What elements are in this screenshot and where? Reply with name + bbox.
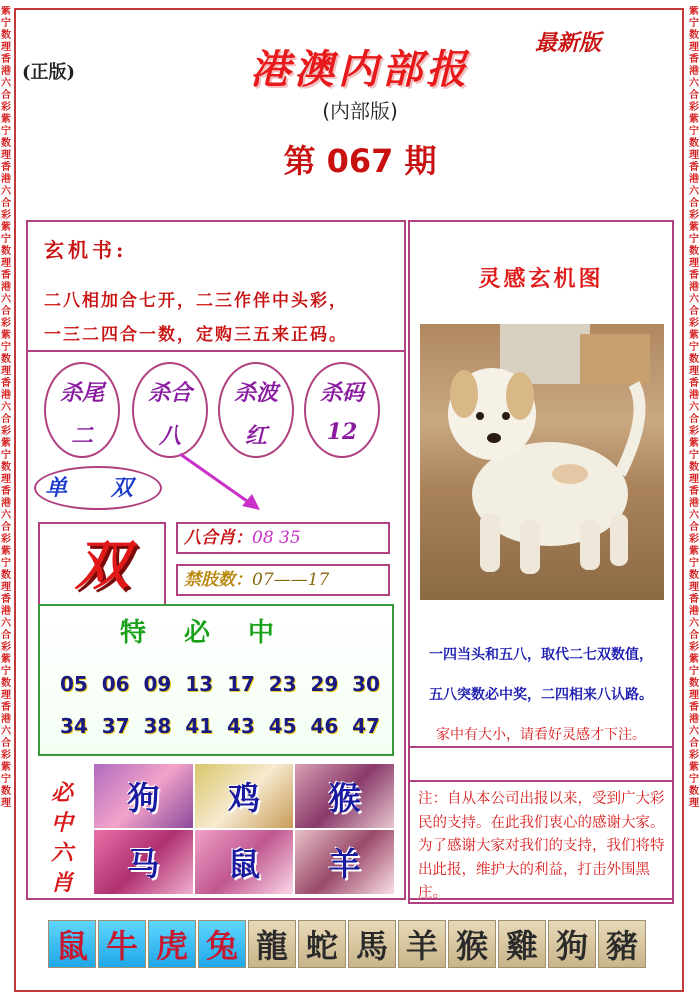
- notice-box: 注：自从本公司出报以来，受到广大彩民的支持。在此我们衷心的感谢大家。为了感谢大家对我们的支持，我们将特出此报，维护大的利益，打击外围黑庄。: [408, 780, 674, 904]
- zodiac-tile: 狗: [548, 920, 596, 968]
- danshuang-oval: 单 双: [34, 466, 162, 510]
- number: 34: [60, 714, 88, 738]
- number: 06: [101, 672, 130, 696]
- jinma-value: 07——17: [252, 570, 330, 590]
- linggan-title: 灵感玄机图: [478, 266, 604, 292]
- zodiac-bar: [48, 920, 648, 968]
- riddle-line-2: 五八突数必中奖，二四相来八认路。: [429, 687, 653, 703]
- liuhe-value: 08 35: [252, 528, 301, 548]
- number: 17: [226, 672, 255, 696]
- bizhong-char: 六: [50, 840, 73, 866]
- oval-label: 杀码: [319, 380, 364, 406]
- dog-photo: [420, 324, 664, 600]
- home-note: 家中有大小，请看好灵感才下注。: [436, 727, 646, 743]
- dog-illustration: [420, 324, 664, 600]
- number-row-1: [60, 672, 380, 696]
- number: 30: [352, 672, 380, 696]
- liuhe-box: [176, 522, 390, 554]
- xuanji-title: 玄机书:: [44, 238, 128, 262]
- official-label: (正版): [22, 62, 76, 83]
- arrow-icon: [170, 448, 270, 518]
- bizhong-char: 必: [50, 780, 73, 806]
- zodiac-tile: 馬: [348, 920, 396, 968]
- number: 13: [185, 672, 214, 696]
- zodiac-tile: 虎: [148, 920, 196, 968]
- zodiac-cell: 鼠: [195, 830, 294, 894]
- shuang-box: [38, 522, 166, 608]
- oval-sha-ma: [304, 362, 380, 458]
- number: 05: [60, 672, 88, 696]
- number: 37: [101, 714, 130, 738]
- jinma-box: [176, 564, 390, 596]
- page-subtitle: (内部版): [322, 99, 398, 123]
- number: 47: [352, 714, 380, 738]
- xuanji-line-1: 二八相加合七开，二三作伴中头彩，: [44, 291, 348, 311]
- number: 41: [185, 714, 214, 738]
- issue-number: 第 067 期: [283, 142, 437, 180]
- zodiac-tile: 鼠: [48, 920, 96, 968]
- zodiac-cell: 鸡: [195, 764, 294, 828]
- zodiac-tile: 羊: [398, 920, 446, 968]
- zodiac-tile: 龍: [248, 920, 296, 968]
- bizhong-char: 中: [50, 810, 73, 836]
- oval-value: 八: [158, 423, 181, 449]
- oval-sha-he: [132, 362, 208, 458]
- number: 29: [310, 672, 339, 696]
- number: 45: [268, 714, 297, 738]
- number: 23: [268, 672, 297, 696]
- six-zodiac-grid: [94, 764, 394, 894]
- side-border-text-right: 紫宁数理香港六合彩紫宁数理香港六合彩紫宁数理香港六合彩紫宁数理香港六合彩紫宁数理香港六合彩紫宁数理香港六合彩紫宁数理香港六合彩紫宁数理: [689, 6, 699, 809]
- number: 46: [310, 714, 339, 738]
- tebizhong-title: 特必中: [119, 618, 312, 648]
- bizhong-label: [48, 778, 76, 898]
- number: 43: [226, 714, 255, 738]
- oval-sha-bo: [218, 362, 294, 458]
- oval-label: 杀尾: [59, 380, 104, 406]
- zodiac-tile: 蛇: [298, 920, 346, 968]
- divider: [26, 350, 406, 352]
- zodiac-cell: 狗: [94, 764, 193, 828]
- zodiac-tile: 牛: [98, 920, 146, 968]
- zodiac-tile: 兔: [198, 920, 246, 968]
- zodiac-cell: 马: [94, 830, 193, 894]
- oval-value: 12: [326, 419, 358, 445]
- oval-label: 杀波: [233, 380, 278, 406]
- oval-value: 二: [70, 423, 93, 449]
- oval-sha-wei: [44, 362, 120, 458]
- riddle-line-1: 一四当头和五八，取代二七双数值，: [429, 647, 653, 663]
- divider: [408, 746, 674, 748]
- oval-label: 杀合: [147, 380, 192, 406]
- shuang-text: 双: [75, 533, 129, 597]
- xuanji-line-2: 一三二四合一数，定购三五来正码。: [44, 325, 348, 345]
- number: 09: [143, 672, 172, 696]
- number: 38: [143, 714, 172, 738]
- zodiac-tile: 猴: [448, 920, 496, 968]
- zodiac-tile: 雞: [498, 920, 546, 968]
- liuhe-label: 八合肖：: [184, 528, 252, 548]
- zodiac-cell: 猴: [295, 764, 394, 828]
- page-title: 港澳内部报: [250, 46, 470, 93]
- side-border-text-left: 紫宁数理香港六合彩紫宁数理香港六合彩紫宁数理香港六合彩紫宁数理香港六合彩紫宁数理香港六合彩紫宁数理香港六合彩紫宁数理香港六合彩紫宁数理: [1, 6, 11, 809]
- number-row-2: [60, 714, 380, 738]
- oval-value: 红: [244, 423, 267, 449]
- bizhong-char: 肖: [50, 870, 73, 896]
- zodiac-cell: 羊: [295, 830, 394, 894]
- zodiac-tile: 豬: [598, 920, 646, 968]
- latest-edition-label: 最新版: [535, 30, 602, 56]
- jinma-label: 禁肢数：: [184, 570, 252, 590]
